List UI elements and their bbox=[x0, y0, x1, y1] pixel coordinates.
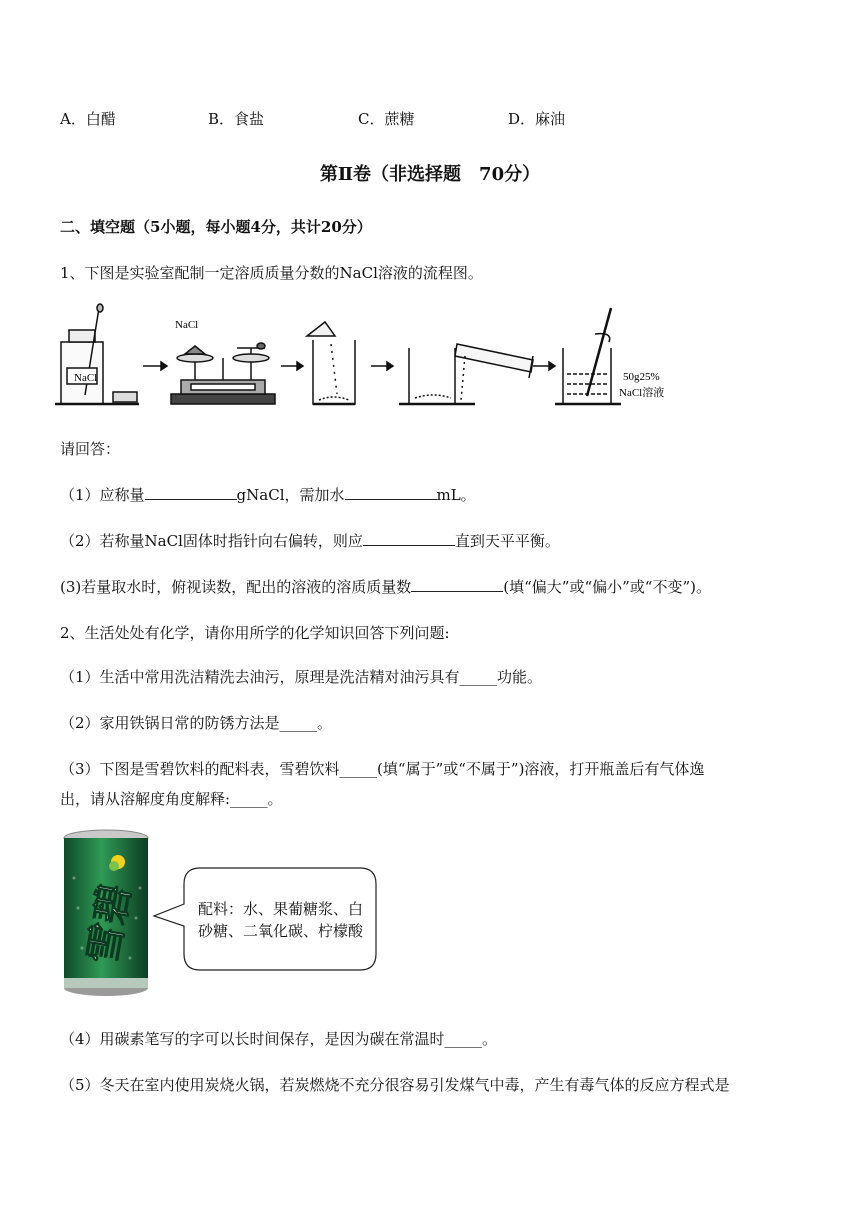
q1-prompt: 请回答： bbox=[60, 440, 121, 458]
stirring-beaker-icon bbox=[555, 308, 621, 404]
balance-label: NaCl bbox=[175, 319, 199, 331]
final-label-solution: NaCl溶液 bbox=[619, 387, 665, 399]
q1-sub1-text-b: gNaCl，需加水 bbox=[236, 486, 345, 504]
q1-stem: 1、下图是实验室配制一定溶质质量分数的NaCl溶液的流程图。 bbox=[60, 264, 483, 282]
q1-sub2-text-b: 直到天平平衡。 bbox=[454, 532, 560, 550]
pouring-water-icon bbox=[399, 344, 533, 404]
answer-blank[interactable] bbox=[145, 485, 237, 500]
section-title: 第Ⅱ卷（非选择题 70分） bbox=[319, 164, 541, 185]
q2-stem: 2、生活处处有化学，请你用所学的化学知识回答下列问题: bbox=[60, 624, 450, 642]
callout-line1: 配料：水、果葡糖浆、白 bbox=[198, 900, 364, 918]
part-heading: 二、填空题（5小题，每小题4分，共计20分） bbox=[60, 218, 372, 236]
answer-blank[interactable] bbox=[363, 531, 455, 546]
q1-sub3-text-a: (3)若量取水时，俯视读数，配出的溶液的溶质质量数 bbox=[60, 578, 412, 596]
sprite-can-image bbox=[60, 828, 152, 1000]
arrow-icon bbox=[281, 362, 303, 370]
beaker-with-solid-icon bbox=[307, 322, 355, 404]
can-brand-text: 雪碧 bbox=[80, 880, 140, 968]
q1-sub1 bbox=[60, 484, 476, 505]
q2-sub3-line2: 出，请从溶解度角度解释:_____。 bbox=[60, 790, 283, 808]
option-a: A．白醋 bbox=[60, 110, 116, 128]
q2-sub1: （1）生活中常用洗洁精洗去油污，原理是洗洁精对油污具有_____功能。 bbox=[60, 668, 543, 686]
answer-blank[interactable] bbox=[345, 485, 437, 500]
arrow-icon bbox=[143, 362, 167, 370]
q2-sub3-line1: （3）下图是雪碧饮料的配料表，雪碧饮料_____(填“属于”或“不属于”)溶液，打开瓶盖后有气体逸 bbox=[60, 760, 705, 778]
q2-sub5: （5）冬天在室内使用炭烧火锅，若炭燃烧不充分很容易引发煤气中毒，产生有毒气体的反应方程式是 bbox=[60, 1076, 730, 1094]
q1-sub3 bbox=[60, 576, 711, 597]
option-c: C．蔗糖 bbox=[358, 110, 415, 128]
arrow-icon bbox=[533, 362, 555, 370]
q2-sub4: （4）用碳素笔写的字可以长时间保存，是因为碳在常温时_____。 bbox=[60, 1030, 498, 1048]
answer-blank[interactable] bbox=[411, 577, 503, 592]
nacl-flow-figure bbox=[55, 300, 695, 415]
callout-line2: 砂糖、二氧化碳、柠檬酸 bbox=[198, 922, 364, 940]
arrow-icon bbox=[371, 362, 393, 370]
q1-sub1-text-a: （1）应称量 bbox=[60, 486, 145, 504]
reagent-jar-icon bbox=[55, 304, 139, 404]
q1-sub1-text-c: mL。 bbox=[436, 486, 476, 504]
ingredients-callout bbox=[150, 864, 380, 974]
q1-sub2-text-a: （2）若称量NaCl固体时指针向右偏转，则应 bbox=[60, 532, 363, 550]
q1-sub2 bbox=[60, 530, 560, 551]
jar-label: NaCl bbox=[74, 372, 98, 384]
q1-sub3-text-b: (填“偏大”或“偏小”或“不变”)。 bbox=[503, 578, 711, 596]
final-label-concentration: 50g25% bbox=[623, 371, 660, 383]
option-b: B．食盐 bbox=[208, 110, 265, 128]
option-d: D．麻油 bbox=[508, 110, 566, 128]
balance-icon bbox=[171, 343, 275, 404]
q2-sub2: （2）家用铁锅日常的防锈方法是_____。 bbox=[60, 714, 333, 732]
